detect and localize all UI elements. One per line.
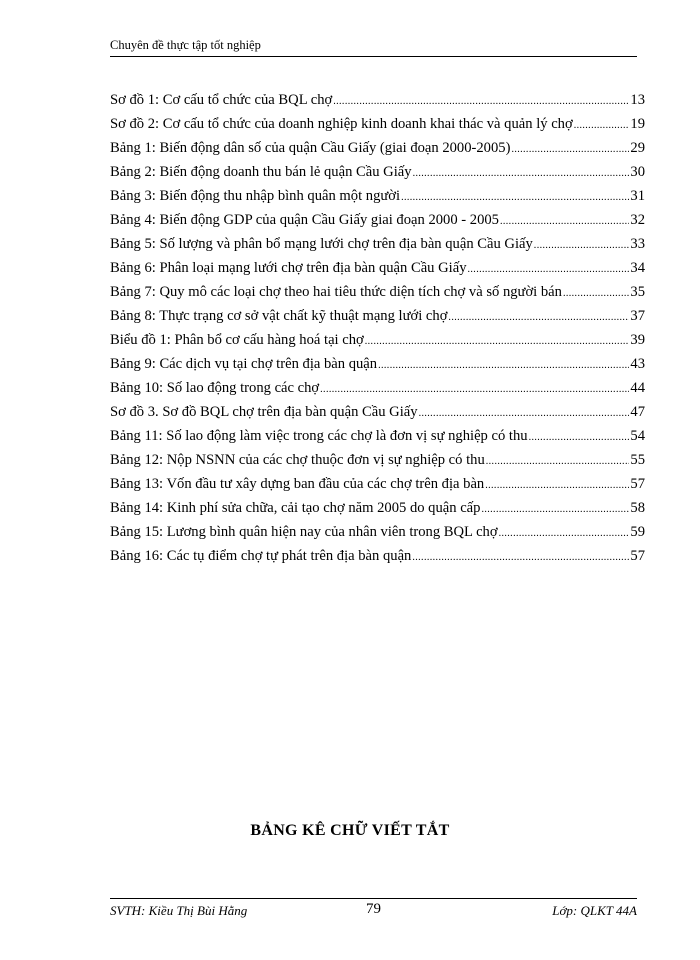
toc-leader-dots [481, 498, 629, 522]
toc-entry-label: Bảng 16: Các tụ điểm chợ tự phát trên địa bàn quận [110, 548, 412, 564]
toc-entry-label: Bảng 10: Số lao động trong các chợ [110, 380, 320, 396]
toc-entry[interactable] [110, 400, 645, 424]
toc-entry[interactable] [110, 136, 645, 160]
toc-entry-label: Bảng 12: Nộp NSNN của các chợ thuộc đơn vị sự nghiệp có thu [110, 452, 485, 468]
toc-entry[interactable] [110, 544, 645, 568]
section-title: BẢNG KÊ CHỮ VIẾT TẮT [250, 822, 450, 839]
toc-entry[interactable] [110, 304, 645, 328]
toc-entry[interactable] [110, 160, 645, 184]
toc-entry-page: 31 [630, 188, 645, 204]
toc-entry[interactable] [110, 208, 645, 232]
toc-entry[interactable] [110, 112, 645, 136]
toc-leader-dots [412, 546, 629, 570]
toc-entry[interactable] [110, 472, 645, 496]
toc-entry[interactable] [110, 232, 645, 256]
toc-leader-dots [468, 258, 630, 282]
toc-entry-label: Sơ đồ 2: Cơ cấu tổ chức của doanh nghiệp kinh doanh khai thác và quản lý chợ [110, 116, 573, 132]
toc-entry[interactable] [110, 184, 645, 208]
toc-entry-page: 35 [630, 284, 645, 300]
toc-entry-page: 55 [630, 452, 645, 468]
toc-entry-label: Bảng 8: Thực trạng cơ sở vật chất kỹ thuật mạng lưới chợ [110, 308, 448, 324]
toc-leader-dots [413, 162, 630, 186]
toc-entry-page: 29 [630, 140, 645, 156]
toc-entry-label: Bảng 14: Kinh phí sửa chữa, cải tạo chợ năm 2005 do quận cấp [110, 500, 481, 516]
toc-entry-label: Bảng 5: Số lượng và phân bổ mạng lưới chợ trên địa bàn quận Cầu Giấy [110, 236, 533, 252]
footer-class: Lớp: QLKT 44A [552, 903, 637, 918]
toc-entry-page: 54 [630, 428, 645, 444]
toc-entry-page: 58 [630, 500, 645, 516]
toc-entry[interactable] [110, 376, 645, 400]
page-footer [110, 898, 637, 923]
toc-entry[interactable] [110, 328, 645, 352]
toc-leader-dots [563, 282, 629, 306]
toc-entry-page: 47 [630, 404, 645, 420]
toc-entry[interactable] [110, 424, 645, 448]
toc-leader-dots [534, 234, 630, 258]
toc-entry-page: 44 [630, 380, 645, 396]
toc-leader-dots [378, 354, 629, 378]
toc-entry-label: Bảng 4: Biến động GDP của quận Cầu Giấy giai đoạn 2000 - 2005 [110, 212, 499, 228]
toc-entry-page: 59 [630, 524, 645, 540]
toc-entry-page: 37 [630, 308, 645, 324]
toc-leader-dots [511, 138, 629, 162]
toc-leader-dots [529, 426, 630, 450]
toc-entry[interactable] [110, 496, 645, 520]
toc-leader-dots [574, 114, 630, 138]
toc-entry[interactable] [110, 448, 645, 472]
footer-author: SVTH: Kiều Thị Bùi Hằng [110, 903, 248, 918]
toc-entry-label: Bảng 3: Biến động thu nhập bình quân một người [110, 188, 401, 204]
toc-leader-dots [365, 330, 630, 354]
toc-entry-label: Bảng 13: Vốn đầu tư xây dựng ban đầu của các chợ trên địa bàn [110, 476, 485, 492]
toc-entry-label: Bảng 11: Số lao động làm việc trong các chợ là đơn vị sự nghiệp có thu [110, 428, 528, 444]
toc-entry[interactable] [110, 280, 645, 304]
toc-entry-page: 39 [630, 332, 645, 348]
toc-leader-dots [401, 186, 629, 210]
header-text: Chuyên đề thực tập tốt nghiệp [110, 38, 261, 52]
toc-leader-dots [320, 378, 629, 402]
toc-entry-label: Sơ đồ 3. Sơ đồ BQL chợ trên địa bàn quận Cầu Giấy [110, 404, 418, 420]
toc-entry-label: Bảng 2: Biến động doanh thu bán lẻ quận Cầu Giấy [110, 164, 412, 180]
page-header [110, 38, 637, 57]
toc-entry-label: Sơ đồ 1: Cơ cấu tổ chức của BQL chợ [110, 92, 333, 108]
toc-entry-label: Bảng 15: Lương bình quân hiện nay của nhân viên trong BQL chợ [110, 524, 498, 540]
toc-leader-dots [448, 306, 629, 330]
toc-entry-label: Bảng 7: Quy mô các loại chợ theo hai tiêu thức diện tích chợ và số người bán [110, 284, 562, 300]
table-of-figures [110, 88, 645, 568]
toc-entry-page: 57 [630, 548, 645, 564]
toc-entry-page: 19 [630, 116, 645, 132]
toc-entry[interactable] [110, 352, 645, 376]
toc-leader-dots [419, 402, 630, 426]
toc-entry-page: 13 [630, 92, 645, 108]
toc-leader-dots [485, 474, 629, 498]
toc-entry-page: 32 [630, 212, 645, 228]
toc-entry-label: Bảng 6: Phân loại mạng lưới chợ trên địa bàn quận Cầu Giấy [110, 260, 467, 276]
toc-entry-label: Bảng 9: Các dịch vụ tại chợ trên địa bàn quận [110, 356, 378, 372]
toc-entry-page: 34 [630, 260, 645, 276]
toc-leader-dots [333, 90, 629, 114]
toc-entry-page: 57 [630, 476, 645, 492]
toc-entry-page: 43 [630, 356, 645, 372]
toc-entry[interactable] [110, 88, 645, 112]
toc-leader-dots [500, 210, 629, 234]
toc-entry[interactable] [110, 256, 645, 280]
toc-leader-dots [499, 522, 630, 546]
toc-entry-label: Bảng 1: Biến động dân số của quận Cầu Giấy (giai đoạn 2000-2005) [110, 140, 511, 156]
toc-entry[interactable] [110, 520, 645, 544]
footer-page-number: 79 [366, 901, 381, 917]
toc-entry-page: 33 [630, 236, 645, 252]
toc-entry-label: Biểu đồ 1: Phân bổ cơ cấu hàng hoá tại chợ [110, 332, 364, 348]
toc-leader-dots [486, 450, 630, 474]
toc-entry-page: 30 [630, 164, 645, 180]
